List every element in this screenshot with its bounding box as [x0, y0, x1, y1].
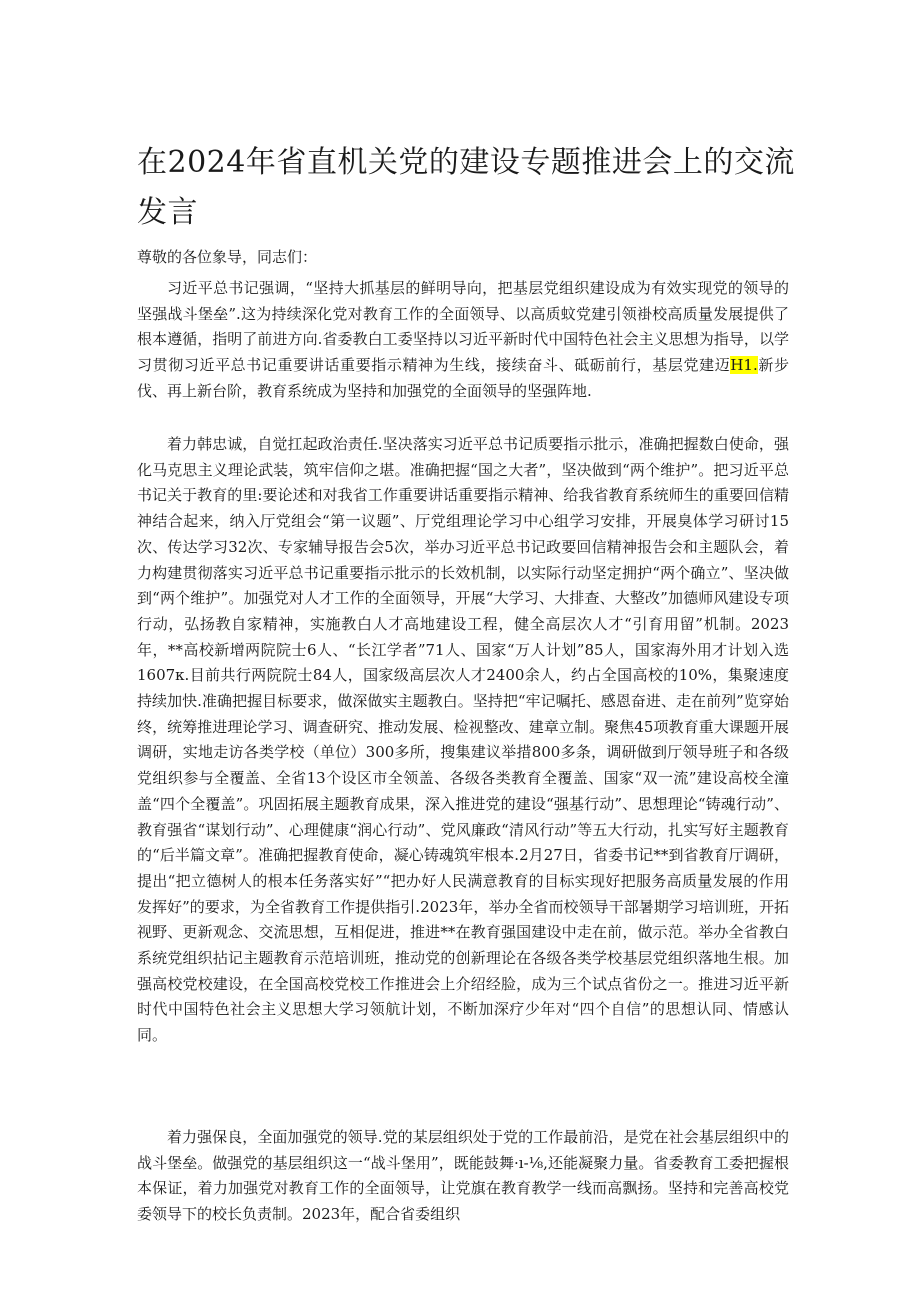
paragraph-1-text-b: 新步伐、再上新台阶，教育系统成为坚持和加强党的全面领导的坚强阵地. [137, 356, 789, 400]
salutation: 尊敬的各位象导，同志们： [137, 248, 318, 266]
highlighted-text: H1. [730, 356, 758, 375]
paragraph-1-text-a: 习近平总书记强调，“坚持大抓基层的鲜明导向，把基层党组织建设成为有效实现党的领导的坚强战斗堡垒”.这为持续深化党对教育工作的全面领导、以高质蚊党建引领褂校高质量发展提供了根本遵循，指明了前进方向.省委教白工委坚持以习近平新时代中国特色社会主义思想为指导，以学习贯彻习近平总书记重要讲话重要指示精神为生线，接续奋斗、砥砺前行，基层党建迈 [137, 279, 789, 375]
paragraph-2: 着力韩忠诚，自觉扛起政治责任.坚决落实习近平总书记质要指示批示，准确把握数白使命，强化马克思主义理论武装，筑牢信仰之堪。准确把握“国之大者”，坚决做到“两个维护”。把习近平总书记关于教育的里:要论述和对我省工作重要讲话重要指示精神、给我省教育系统师生的重要回信精神结合起来，纳入厅党组会“第一议题”、厅党组理论学习中心组学习安排，开展臭体学习研讨15次、传达学习32次、专家辅导报告会5次，举办习近平总书记政要回信精神报告会和主题队会，着力构建贯彻落实习近平总书记重要指示批示的长效机制，以实际行动坚定拥护“两个确立”、坚决做到“两个维护”。加强党对人才工作的全面领导，开展“大学习、大排查、大整改”加德师风建设专项行动，弘扬教自家精神，实施教白人才高地建设工程，健全高层次人才“引育用留”机制。2023年，**高校新增两院院士6人、“长江学者”71人、国家“万人计划”85人，国家海外用才计划入选1607κ.目前共行两院院士84人，国家级高层次人才2400余人，约占全国高校的10%，集聚速度持续加快.准确把握目标要求，做深做实主题教白。坚持把“牢记嘱托、感恩奋进、走在前列”览穿始终，统筹推进理论学习、调查研究、推动发展、检视整改、建章立制。聚焦45项教育重大课题开展调研，实地走访各类学校（单位）300多所，搜集建议举措800多条，调研做到厅领导班子和各级党组织参与全覆盖、全省13个设区市全领盖、各级各类教育全覆盖、国家“双一流”建设高校全潼盖“四个全覆盖”。巩固拓展主题教育成果，深入推进党的建设“强基行动”、思想理论“铸魂行动”、教育强省“谋划行动”、心理健康“润心行动”、党风廉政“清风行动”等五大行动，扎实写好主题教育的“后半篇文章”。准确把握教育使命，凝心铸魂筑牢根本.2月27日，省委书记**到省教育厅调研，提出“把立德树人的根本任务落实好”“把办好人民满意教育的目标实现好把服务高质量发展的作用发挥好”的要求，为全省教育工作提供指引.2023年，举办全省而校领导干部暑期学习培训班，开拓视野、更新观念、交流思想，互相促进，推进**在教育强国建设中走在前，做示范。举办全省教白系统党组织拈记主题教育示范培训班，推动党的创新理论在各级各类学校基层党组织落地生根。加强高校党校建设，在全国高校党校工作推进会上介绍经脸，成为三个试点省份之一。推进习近平新时代中国特色社会主义思想大学习领航计划，不断加深疗少年对“四个自信”的思想认同、情感认同。 [137, 435, 789, 1045]
paragraph-1 [137, 276, 789, 405]
paragraph-3: 着力强保良，全面加强党的领导.党的某层组织处于党的工作最前沿，是党在社会基层组织中的战斗堡垒。做强党的基层组织这一“战斗堡用”，既能鼓舞·ı-⅛,还能凝聚力量。省委教育工委把握根本保证，着力加强党对教育工作的全面领导，让党旗在教育教学一线而高飘扬。坚持和完善高校党委领导下的校长负责制。2023年，配合省委组织 [137, 1128, 789, 1224]
document-title: 在2024年省直机关党的建设专题推进会上的交流发言 [137, 145, 795, 230]
